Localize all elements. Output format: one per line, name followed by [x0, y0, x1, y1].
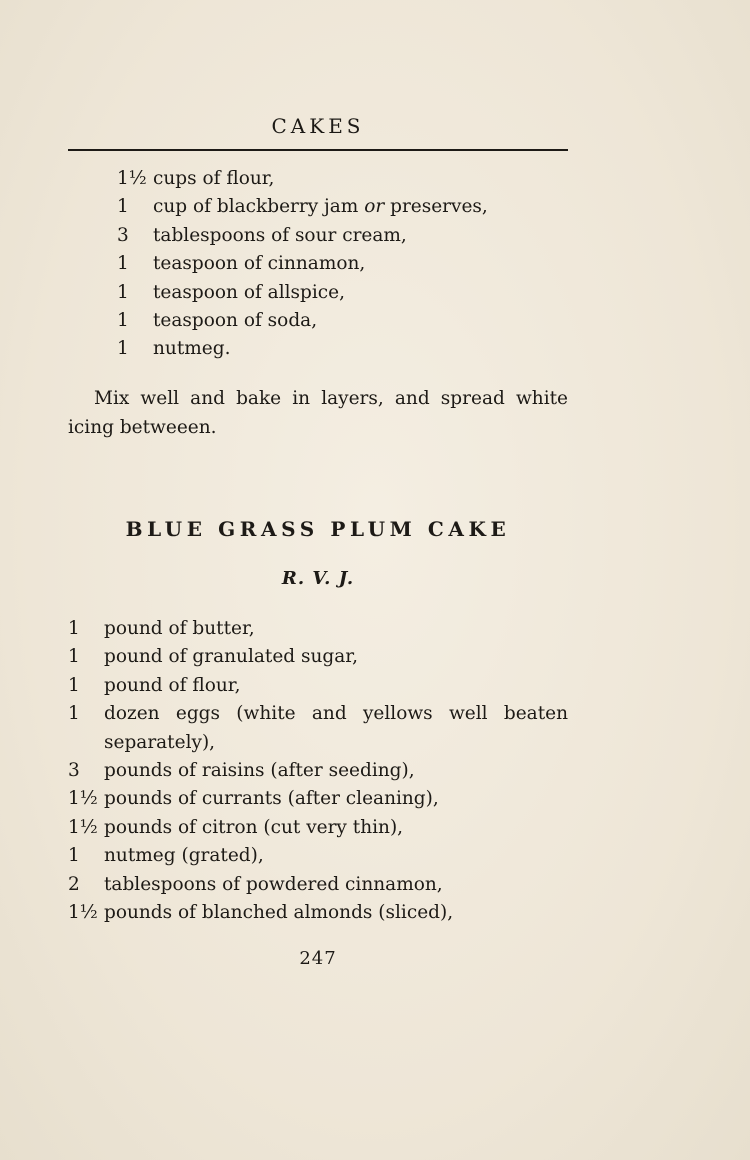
- ingredient-quantity: 1: [117, 338, 129, 360]
- ingredient-item: [117, 279, 488, 307]
- ingredient-text: tablespoons of powdered cinnamon,: [104, 873, 443, 895]
- ingredient-text: teaspoon of allspice,: [153, 281, 345, 303]
- ingredient-text: [153, 196, 488, 217]
- ingredient-text: pound of granulated sugar,: [104, 646, 358, 668]
- ingredient-text: cups of flour,: [153, 168, 275, 189]
- running-head: CAKES: [271, 114, 365, 138]
- ingredient-item: [117, 335, 488, 363]
- recipe-title: BLUE GRASS PLUM CAKE: [125, 517, 511, 541]
- ingredient-quantity: 1: [117, 196, 129, 218]
- ingredient-quantity: 1½: [68, 901, 98, 923]
- ingredient-item: [68, 757, 568, 785]
- ingredient-text: nutmeg.: [153, 338, 231, 360]
- ingredient-quantity: 1: [68, 845, 80, 867]
- ingredient-quantity: 1: [68, 674, 80, 696]
- ingredient-item: [68, 615, 568, 643]
- ingredient-quantity: 1½: [117, 168, 147, 189]
- ingredient-item: [117, 193, 488, 221]
- ingredient-item: [68, 700, 568, 757]
- ingredient-item: [68, 871, 568, 899]
- ingredient-quantity: 2: [68, 873, 80, 895]
- header-rule: [68, 149, 568, 151]
- page-number: 247: [299, 948, 337, 969]
- ingredient-item: [117, 307, 488, 335]
- ingredient-item: [68, 899, 568, 927]
- ingredient-text: pounds of currants (after cleaning),: [104, 788, 439, 810]
- ingredient-quantity: 1: [68, 703, 80, 725]
- ingredient-text-italic: or: [364, 196, 385, 218]
- ingredient-text: dozen eggs (white and yellows well beaten separately),: [104, 703, 568, 753]
- ingredient-text: pounds of citron (cut very thin),: [104, 816, 404, 838]
- ingredient-item: [68, 842, 568, 870]
- ingredient-item: [117, 165, 488, 193]
- ingredient-item: [117, 222, 488, 250]
- ingredient-item: [68, 672, 568, 700]
- ingredient-text: teaspoon of cinnamon,: [153, 253, 366, 275]
- ingredient-quantity: 1: [117, 309, 129, 331]
- ingredient-text: pound of butter,: [104, 618, 255, 639]
- ingredient-text: tablespoons of sour cream,: [153, 224, 407, 246]
- ingredient-text: pound of flour,: [104, 674, 241, 696]
- ingredient-quantity: 1: [117, 253, 129, 275]
- recipe-instructions: Mix well and bake in layers, and spread white icing betweeen.: [68, 388, 568, 438]
- ingredient-quantity: 1: [68, 646, 80, 668]
- ingredient-text-part: cup of blackberry jam: [153, 196, 365, 218]
- ingredient-item: [68, 814, 568, 842]
- ingredient-quantity: 1½: [68, 816, 98, 838]
- ingredient-quantity: 3: [68, 759, 80, 781]
- ingredient-list-plum-cake: [68, 615, 568, 927]
- recipe-attribution: R. V. J.: [281, 568, 355, 589]
- ingredient-text: nutmeg (grated),: [104, 845, 264, 867]
- ingredient-text: pounds of raisins (after seeding),: [104, 759, 415, 781]
- ingredient-list-first-recipe: [117, 165, 488, 364]
- ingredient-quantity: 3: [117, 224, 129, 246]
- ingredient-quantity: 1: [117, 281, 129, 303]
- ingredient-text: pounds of blanched almonds (sliced),: [104, 901, 454, 923]
- ingredient-text: teaspoon of soda,: [153, 309, 318, 331]
- ingredient-text-part: preserves,: [384, 196, 488, 218]
- ingredient-item: [68, 643, 568, 671]
- ingredient-item: [68, 785, 568, 813]
- ingredient-quantity: 1½: [68, 788, 98, 810]
- ingredient-quantity: 1: [68, 618, 80, 639]
- ingredient-item: [117, 250, 488, 278]
